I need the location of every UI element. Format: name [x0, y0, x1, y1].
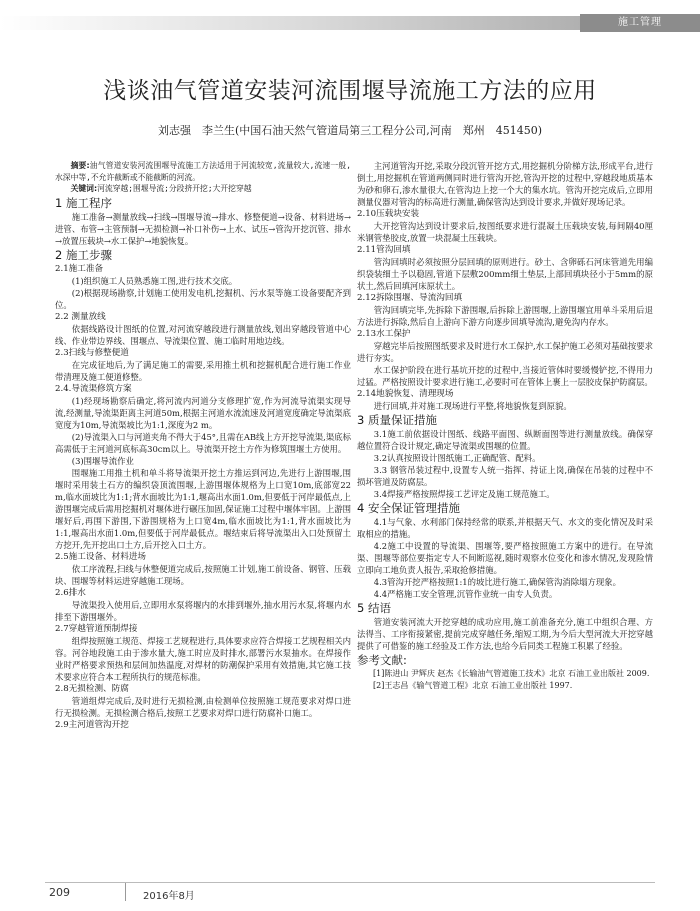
section-heading: 4 安全保证管理措施 [357, 501, 460, 515]
paragraph: 围堰施工用推土机和单斗将导流渠开挖土方推运到河边,先进行上游围堰,围堰时采用装土石方的编织袋顶流围堰,上游围堰体规格为上口宽10m,底部宽22 m,临水面坡比为1:1;背水面坡比为1:1,堰高出水面1.0m,但要低于河岸最低点,上游围堰完成后需用挖掘机对堰体进行碾压加固,保证施工过程中堰体牢固。上游围堰好后,再围下游围,下游围规格为上口宽4m,临水面坡比为1:1,背水面坡比为1:1,堰高出水面1.0m,但要低于河岸最低点。堰结束后将导流渠出入口处预留土方挖开,先开挖出口土方,后开挖入口土方。 [55, 467, 351, 550]
article-title: 浅谈油气管道安装河流围堰导流施工方法的应用 [103, 78, 597, 104]
subsection-heading: 2.13水工保护 [357, 329, 411, 339]
keywords-label: 关键词: [70, 184, 98, 193]
paragraph: (2)导流渠入口与河道夹角不得大于45°,且需在AB线上方开挖导流渠,渠底标高需低于主河道河底标高30cm以上。导流渠开挖土方作为修筑围堰土方使用。 [55, 431, 351, 454]
paragraph: 管沟回填完毕,先拆除下游围堰,后拆除上游围堰,上游围堰宜用单斗采用后退方法进行拆除,然后自上游向下游方向逐步回填导流沟,避免沟内存水。 [357, 305, 653, 327]
paragraph: 大开挖管沟达到设计要求后,按图纸要求进行混凝土压载块安装,每间隔40厘米钢管垫胶皮,放置一块混凝土压载块。 [357, 221, 653, 243]
subsection-heading: 2.2 测量放线 [55, 311, 106, 322]
paragraph: 管沟回填时必须按照分层回填的原则进行。砂土、含卵砾石河床管道先用编织袋装细土予以稳固,管道下层敷200mm细土垫层,上部回填块径小于5mm的原状土,然后回填河床原状土。 [357, 257, 653, 291]
page-footer [45, 882, 655, 902]
paragraph: 组焊按照施工规范、焊接工艺规程进行,具体要求应符合焊接工艺规程相关内容。河谷地段施工由于渗水量大,施工时应及时排水,部署污水泵抽水。在焊接作业时严格要求预热和层间加热温度,对焊材的防潮保护采用有效措施,其它施工技术要求应符合本工程所执行的规范标准。 [55, 635, 351, 682]
left-column [55, 160, 351, 731]
page-number: 209 [49, 886, 70, 899]
subsection-heading: 2.12拆除围堰、导流沟回填 [357, 293, 463, 303]
paragraph: 4.2施工中设置的导流渠、围堰等,要严格按照施工方案中的进行。在导流渠、围堰等部位要指定专人不间断巡视,随时观察水位变化和渗水情况,发现险情立即向工地负责人报告,采取抢修措施。 [357, 541, 653, 575]
keywords [55, 183, 351, 195]
subsection-heading: 2.10压载块安装 [357, 209, 420, 219]
subsection-heading: 2.3扫线与修整便道 [55, 347, 129, 358]
section-tag: 施工管理 [580, 14, 700, 32]
paragraph: 3.3 钢管吊装过程中,设置专人统一指挥、持证上岗,确保在吊装的过程中不损坏管道及防腐层。 [357, 465, 653, 487]
issue-date: 2016年8月 [143, 891, 195, 902]
paragraph: 3.2认真按照设计图纸施工,正确配管、配料。 [373, 453, 541, 463]
subsection-heading: 2.14地貌恢复、清理现场 [357, 389, 454, 399]
paragraph: 导流渠投入使用后,立即用水泵将堰内的水排到堰外,抽水用污水泵,将堰内水排至下游围堰外。 [55, 599, 351, 622]
header-band [0, 0, 700, 38]
paragraph: 管道组焊完成后,及时进行无损检测,由检测单位按照施工规范要求对焊口进行无损检测。无损检测合格后,按照工艺要求对焊口进行防腐补口施工。 [55, 695, 351, 718]
paragraph: 4.4严格施工安全管理,沉管作业统一由专人负责。 [373, 589, 558, 599]
paragraph: 主河道管沟开挖,采取分段沉管开挖方式,用挖掘机分阶梯方法,形成平台,进行倒土,用挖掘机在管道两侧同时进行管沟开挖,管沟开挖的过程中,穿越段地质基本为砂和卵石,渗水量很大,在管沟边上挖一个大的集水坑。管沟开挖完成后,立即用测量仪器对管沟的标高进行测量,确保管沟达到设计要求,并做好现场记录。 [357, 161, 653, 207]
abstract [55, 160, 351, 183]
paragraph: 3.4焊接严格按照焊接工艺评定及施工规范施工。 [373, 489, 555, 499]
subsection-heading: 2.11管沟回填 [357, 245, 411, 255]
subsection-heading: 2.5施工设备、材料进场 [55, 551, 147, 562]
paragraph: 依工序流程,扫线与休整便道完成后,按照施工计划,施工前设备、钢管、压载块、围堰等材料运进穿越施工现场。 [55, 563, 351, 586]
subsection-heading: 2.9主河道管沟开挖 [55, 719, 129, 730]
section-heading: 2 施工步骤 [55, 247, 112, 262]
paragraph: (1)组织施工人员熟悉施工图,进行技术交底。 [71, 275, 238, 286]
section-heading: 5 结语 [357, 601, 391, 615]
right-column [357, 160, 653, 692]
reference-item: [2]王志昌《输气管道工程》北京 石油工业出版社 1997. [373, 681, 573, 690]
abstract-label: 摘要: [70, 161, 90, 170]
references-heading: 参考文献: [357, 653, 407, 667]
paragraph: 管道安装河流大开挖穿越的成功应用,施工前准备充分,施工中组织合理、方法得当、工序衔接紧密,提前完成穿越任务,缩短工期,为今后大型河流大开挖穿越提供了可借鉴的施工经验及工作方法,也给今后同类工程施工积累了经验。 [357, 617, 653, 651]
reference-item: [1]陈进山 尹辉庆 赵杰《长输油气管道施工技术》北京 石油工业出版社 2009. [373, 669, 650, 678]
paragraph: (3)围堰导流作业 [71, 455, 134, 466]
paragraph: 水工保护阶段在进行基坑开挖的过程中,当接近管体时要缓慢铲挖,不得用力过猛。严格按照设计要求进行施工,必要时可在管体上裹上一层胶皮保护防腐层。 [357, 365, 653, 387]
paragraph: 4.3管沟开挖严格按照1:1的坡比进行施工,确保管沟消除塌方现象。 [373, 577, 622, 587]
author-line: 刘志强 李兰生(中国石油天然气管道局第三工程分公司,河南 郑州 451450) [157, 124, 543, 137]
subsection-heading: 2.6排水 [55, 587, 86, 598]
paragraph: 依据线路设计图纸的位置,对河流穿越段进行测量放线,划出穿越段管道中心线、作业带边界线、围堰点、导流渠位置、施工临时用地边线。 [55, 323, 351, 346]
paragraph: 施工准备→测量放线→扫线→围堰导流→排水、修整便道→设备、材料进场→进管、布管→主管预制→无损检测→补口补伤→上水、试压→管沟开挖沉管、排水→放置压载块→水工保护→地貌恢复。 [55, 211, 351, 246]
abstract-text: 油气管道安装河流围堰导流施工方法适用于河流较宽,流量较大,流速一般,水深中等,不允许截断或不能截断的河流。 [55, 161, 351, 182]
paragraph: (2)根据现场勘察,计划施工使用发电机,挖掘机、污水泵等施工设备要配齐到位。 [55, 287, 351, 310]
paragraph: 4.1与气象、水利部门保持经常的联系,并根据天气、水文的变化情况及时采取相应的措施。 [357, 517, 653, 539]
section-heading: 3 质量保证措施 [357, 413, 437, 427]
keywords-text: 河流穿越;围堰导流;分段挤开挖;大开挖穿越 [97, 184, 252, 193]
paragraph: 进行回填,并对施工现场进行平整,将地貌恢复到原貌。 [373, 401, 572, 411]
footer-divider [125, 883, 126, 901]
subsection-heading: 2.1施工准备 [55, 263, 104, 274]
section-heading: 1 施工程序 [55, 195, 112, 210]
subsection-heading: 2.7穿越管道预制焊接 [55, 623, 138, 634]
subsection-heading: 2.8无损检测、防腐 [55, 683, 129, 694]
paragraph: 在完成征地后,为了满足施工的需要,采用推土机和挖掘机配合进行施工作业带清理及施工便道修整。 [55, 359, 351, 382]
paragraph: (1)经现场勘察后确定,将河流内河道分支修理扩宽,作为河流导流渠实现导流,经测量,导流渠距离主河道50m,根据主河道水流流速及河道宽度确定导流渠底宽度为10m,导流渠坡比为1:1,深度为2 m。 [55, 395, 351, 430]
subsection-heading: 2.4.导流渠修筑方案 [55, 383, 132, 394]
paragraph: 穿越完毕后按照图纸要求及时进行水工保护,水工保护施工必须对基础按要求进行夯实。 [357, 341, 653, 363]
paragraph: 3.1施工前依据设计图纸、线路平面图、纵断面图等进行测量放线。确保穿越位置符合设计规定,确定导流渠或围堰的位置。 [357, 429, 653, 451]
